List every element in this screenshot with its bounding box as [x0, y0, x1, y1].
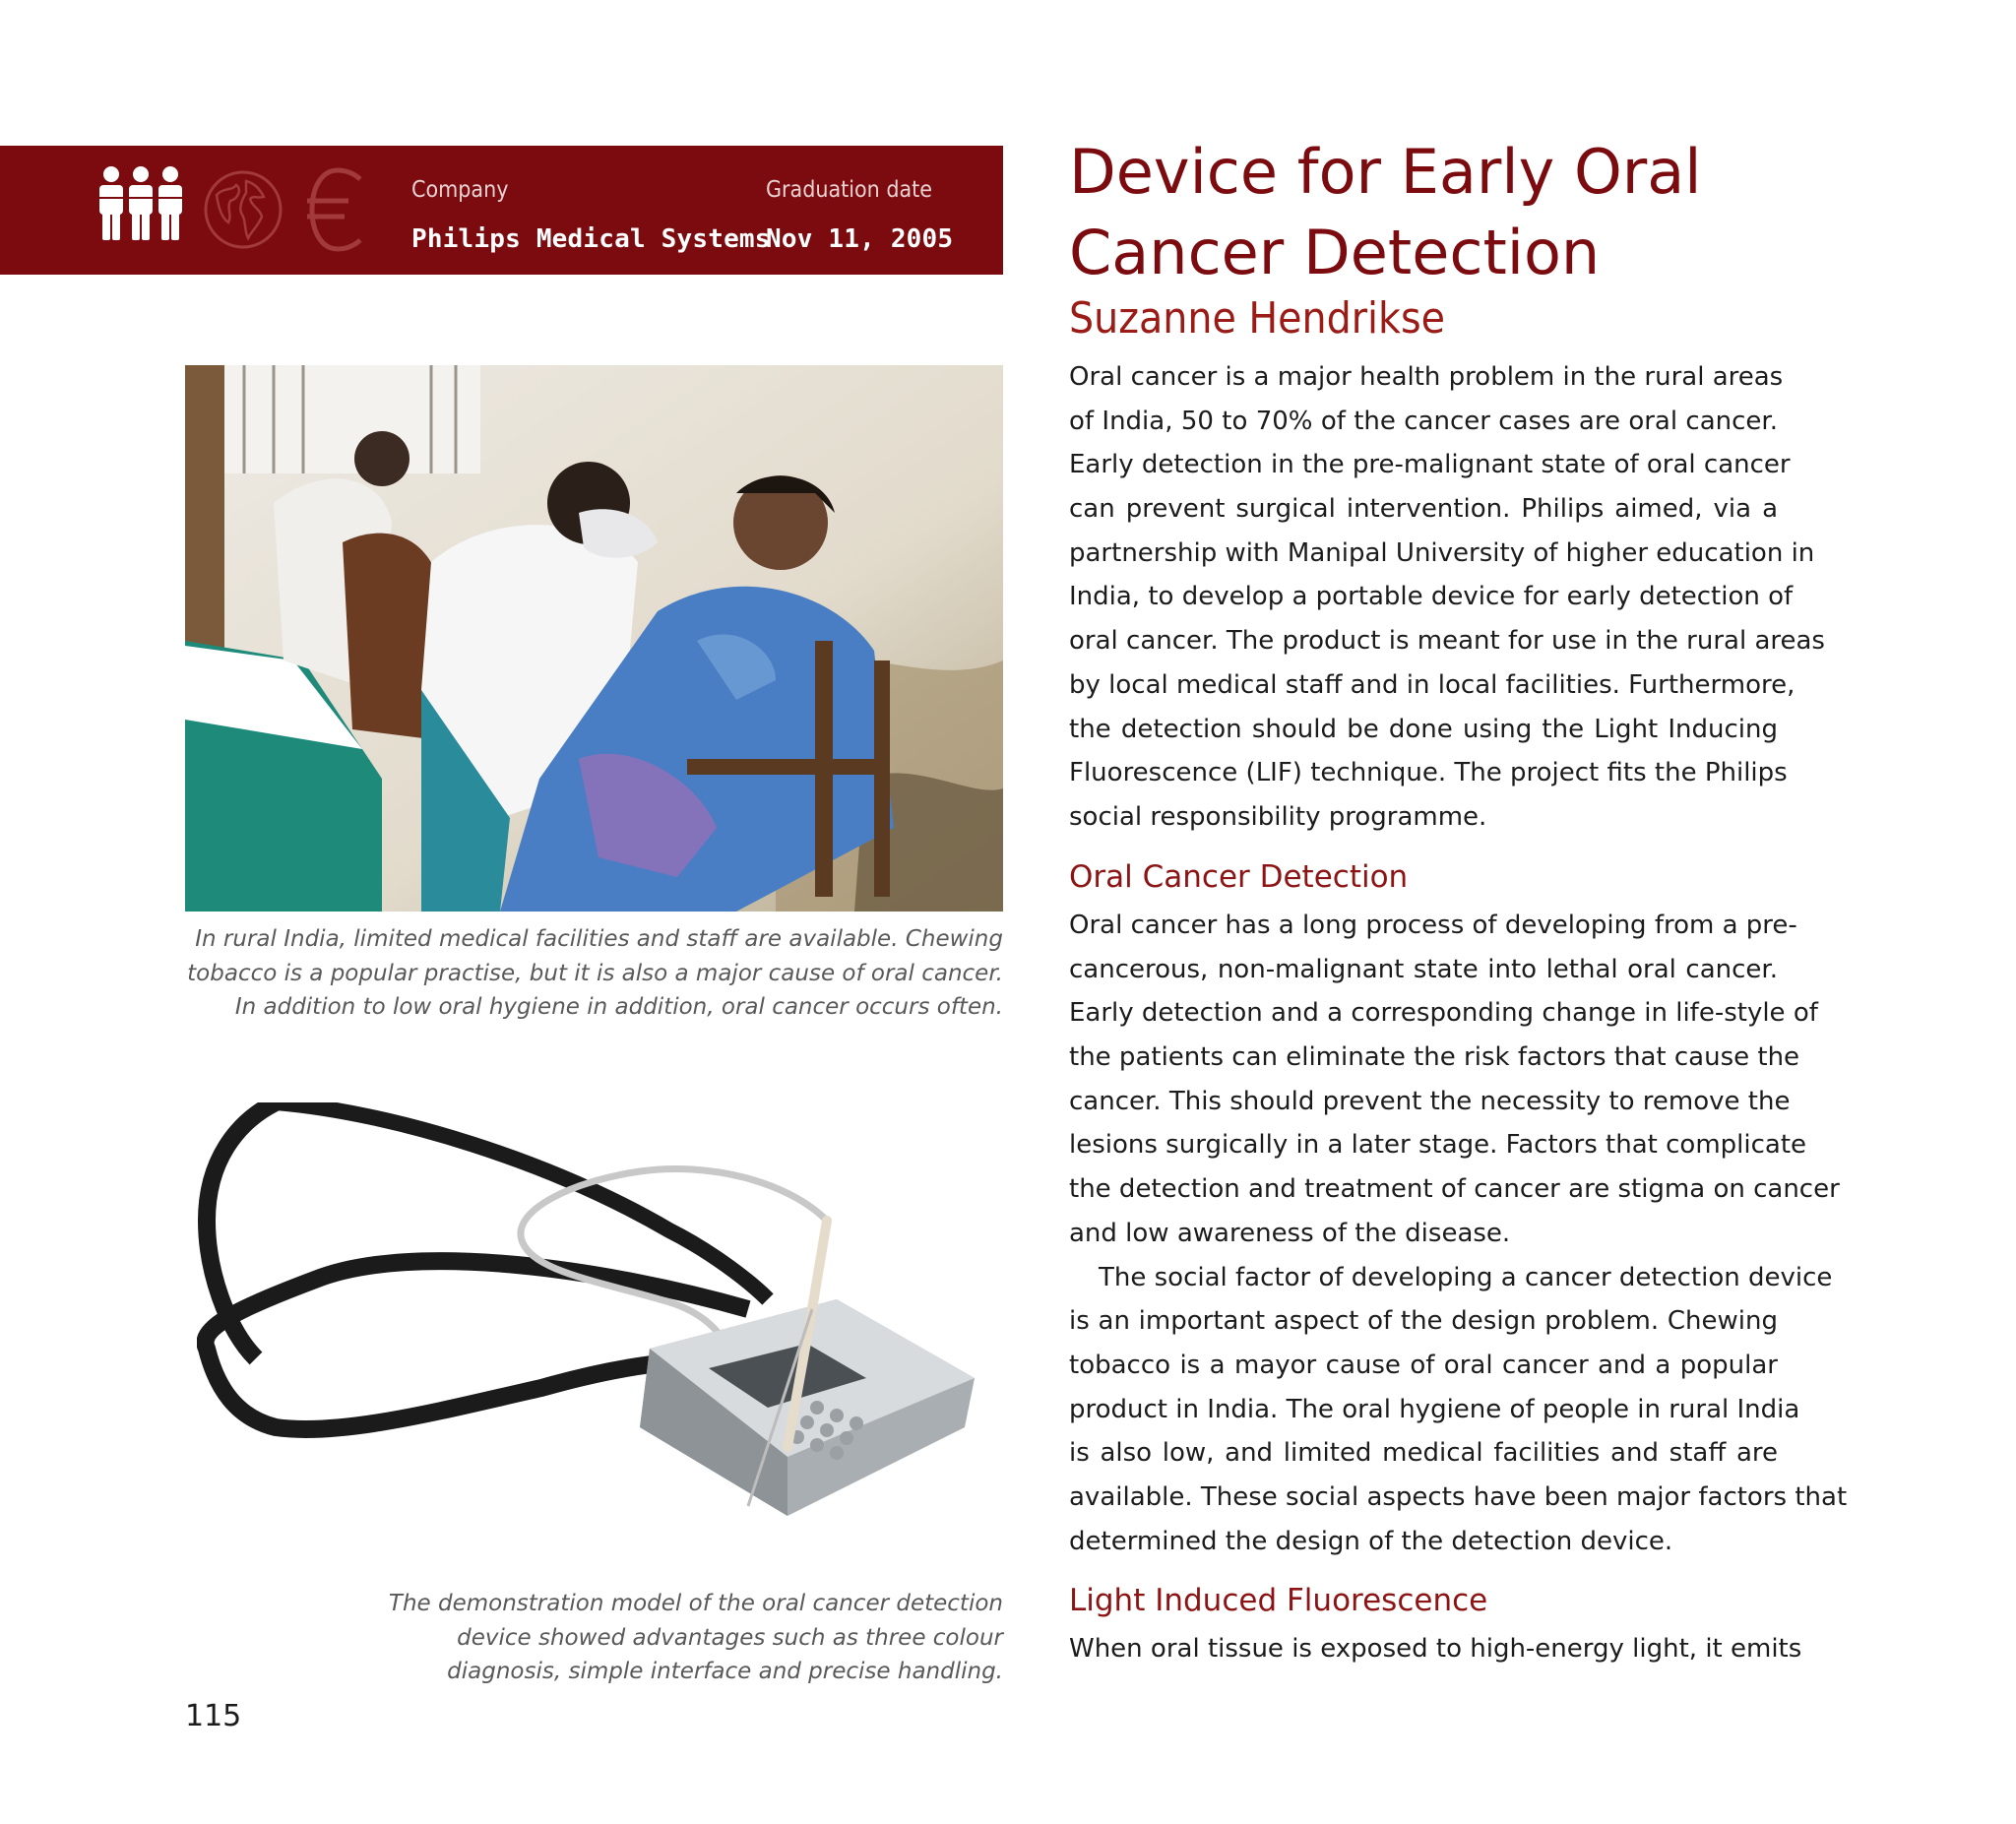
text-line: India, to develop a portable device for early detection of [1069, 582, 1794, 612]
text-line: can prevent surgical intervention. Philips aimed, via a [1069, 494, 1778, 525]
text-line: the patients can eliminate the risk factors that cause the [1069, 1042, 1800, 1073]
author-name: Suzanne Hendrikse [1069, 293, 1445, 344]
text-line: Oral cancer has a long process of developing from a pre- [1069, 911, 1797, 940]
text-line: Early detection and a corresponding change in life-style of [1069, 998, 1818, 1029]
company-label: Company [411, 177, 509, 203]
graduation-date-label: Graduation date [766, 177, 933, 203]
text-line: of India, 50 to 70% of the cancer cases are oral cancer. [1069, 406, 1778, 436]
text-line: oral cancer. The product is meant for use in the rural areas [1069, 626, 1825, 657]
caption-line: device showed advantages such as three colour [457, 1624, 1003, 1651]
section-heading-light-induced-fluorescence: Light Induced Fluorescence [1069, 1583, 1488, 1618]
section-heading-oral-cancer-detection: Oral Cancer Detection [1069, 859, 1409, 895]
text-line: available. These social aspects have been major factors that [1069, 1481, 1848, 1512]
text-line: and low awareness of the disease. [1069, 1218, 1511, 1248]
text-line: the detection and treatment of cancer are stigma on cancer [1069, 1174, 1840, 1205]
people-icon [96, 165, 185, 244]
text-line: the detection should be done using the Light Inducing [1069, 714, 1778, 744]
section2-paragraph [1069, 1627, 1802, 1671]
photo-caption [185, 922, 1003, 1025]
caption-line: In addition to low oral hygiene in addition, oral cancer occurs often. [234, 994, 1003, 1020]
caption-line: tobacco is a popular practise, but it is also a major cause of oral cancer. [187, 960, 1003, 986]
text-line: cancerous, non-malignant state into lethal oral cancer. [1069, 954, 1778, 984]
page-number: 115 [185, 1699, 242, 1733]
text-line: Oral cancer is a major health problem in the rural areas [1069, 362, 1784, 392]
caption-line: diagnosis, simple interface and precise handling. [447, 1659, 1003, 1684]
article-title [1069, 132, 1955, 293]
text-line: social responsibility programme. [1069, 801, 1487, 832]
section1-paragraph [1069, 904, 1848, 1563]
text-line: by local medical staff and in local facilities. Furthermore, [1069, 669, 1796, 700]
device-photo [197, 1102, 994, 1536]
text-line: Fluorescence (LIF) technique. The project fits the Philips [1069, 758, 1788, 788]
globe-icon [203, 169, 284, 250]
text-line: partnership with Manipal University of higher education in [1069, 537, 1815, 568]
caption-line: The demonstration model of the oral cancer detection [388, 1591, 1003, 1616]
text-line: The social factor of developing a cancer detection device [1099, 1262, 1833, 1292]
euro-icon [305, 167, 368, 252]
text-line: is an important aspect of the design problem. Chewing [1069, 1306, 1778, 1337]
device-caption [185, 1587, 1003, 1689]
intro-paragraph [1069, 355, 1825, 840]
title-line: Cancer Detection [1069, 217, 1601, 288]
title-line: Device for Early Oral [1069, 136, 1702, 208]
clinic-photo [185, 365, 1003, 912]
text-line: tobacco is a mayor cause of oral cancer and a popular [1069, 1350, 1778, 1380]
caption-line: In rural India, limited medical facilities and staff are available. Chewing [195, 926, 1003, 952]
text-line: cancer. This should prevent the necessity to remove the [1069, 1086, 1791, 1116]
text-line: Early detection in the pre-malignant state of oral cancer [1069, 450, 1791, 480]
graduation-date-value: Nov 11, 2005 [766, 224, 954, 254]
text-line: is also low, and limited medical facilities and staff are [1069, 1438, 1778, 1469]
text-line: determined the design of the detection device. [1069, 1526, 1673, 1556]
text-line: When oral tissue is exposed to high-energy light, it emits [1069, 1634, 1802, 1664]
text-line: lesions surgically in a later stage. Factors that complicate [1069, 1130, 1807, 1161]
company-value: Philips Medical Systems [411, 224, 771, 254]
text-line: product in India. The oral hygiene of people in rural India [1069, 1394, 1800, 1424]
